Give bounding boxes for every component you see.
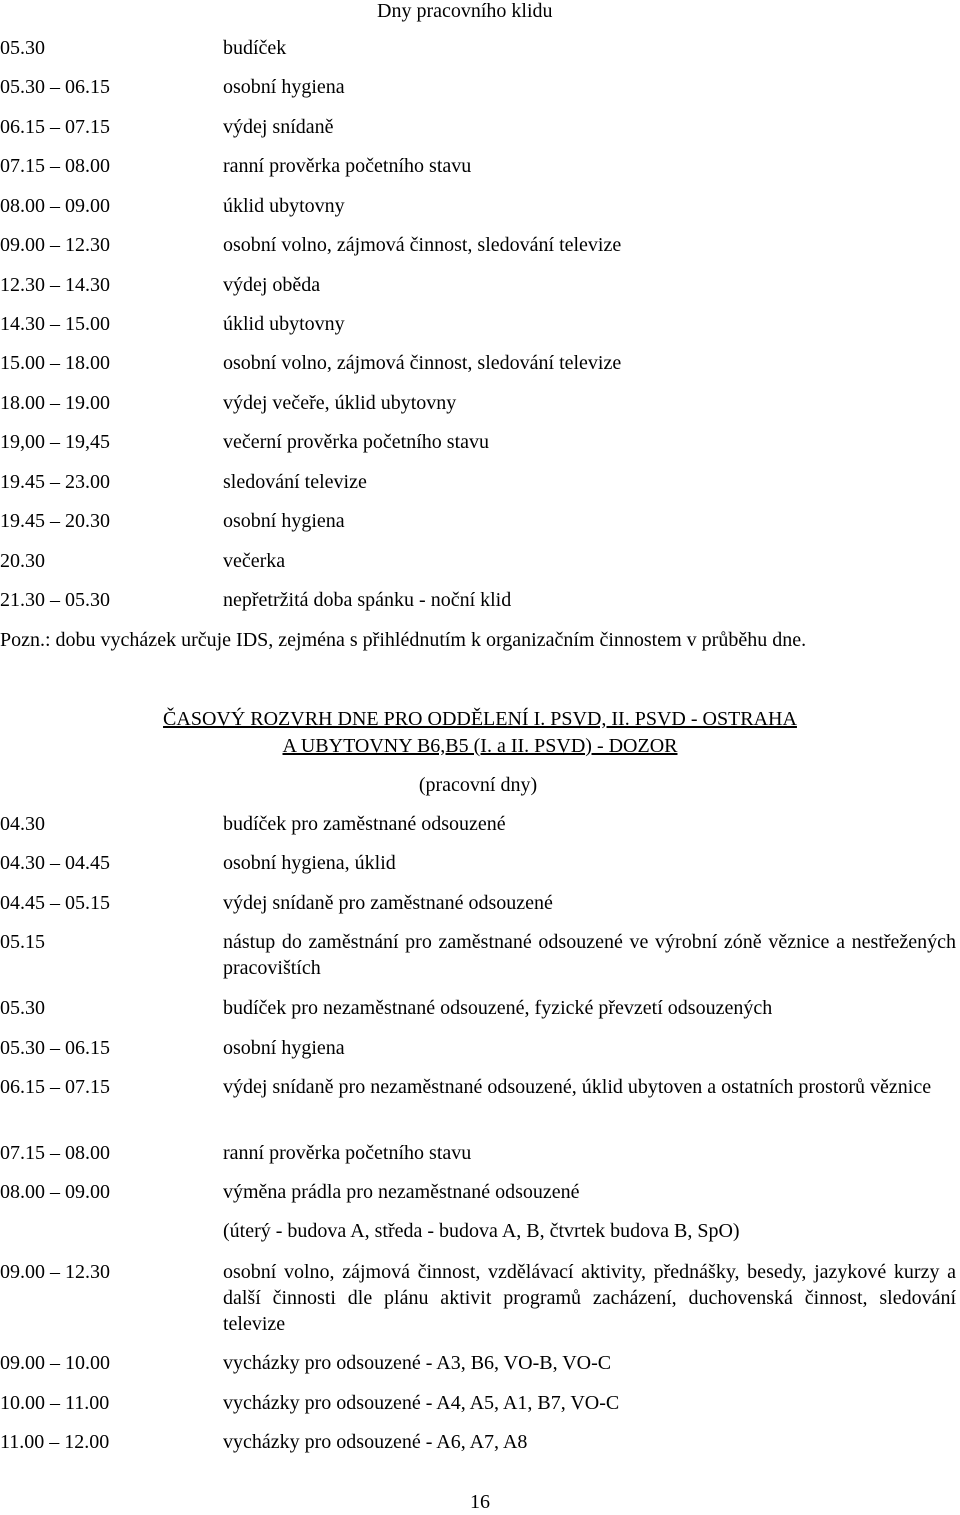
activity-text: večerní prověrka početního stavu bbox=[223, 431, 490, 453]
time-slot: 07.15 – 08.00 bbox=[0, 155, 110, 177]
page-header: Dny pracovního klidu bbox=[377, 0, 553, 22]
activity-text: úklid ubytovny bbox=[223, 195, 345, 217]
time-slot: 20.30 bbox=[0, 550, 45, 572]
schedule-row bbox=[0, 35, 958, 75]
time-slot: 05.30 bbox=[0, 997, 45, 1019]
schedule-row bbox=[0, 508, 958, 548]
schedule-row bbox=[0, 114, 958, 154]
section-title-line1: ČASOVÝ ROZVRH DNE PRO ODDĚLENÍ I. PSVD, II. PSVD - OSTRAHA bbox=[163, 708, 797, 730]
schedule-row bbox=[0, 272, 958, 312]
activity-text: osobní volno, zájmová činnost, sledování televize bbox=[223, 352, 622, 374]
time-slot: 21.30 – 05.30 bbox=[0, 589, 110, 611]
schedule-row bbox=[0, 429, 958, 469]
schedule-row bbox=[0, 1390, 958, 1430]
time-slot: 04.30 – 04.45 bbox=[0, 852, 110, 874]
activity-text: výdej snídaně pro zaměstnané odsouzené bbox=[223, 892, 553, 914]
schedule-row bbox=[0, 74, 958, 114]
activity-text: osobní hygiena bbox=[223, 1037, 345, 1059]
schedule-row bbox=[0, 1074, 958, 1130]
time-slot: 05.30 bbox=[0, 37, 45, 59]
activity-text: osobní hygiena bbox=[223, 76, 345, 98]
activity-text: nástup do zaměstnání pro zaměstnané odsouzené ve výrobní zóně věznice a nestřežených pracovištích bbox=[223, 931, 956, 979]
time-slot: 08.00 – 09.00 bbox=[0, 195, 110, 217]
activity-text: (úterý - budova A, středa - budova A, B, čtvrtek budova B, SpO) bbox=[223, 1220, 740, 1242]
activity-text: vycházky pro odsouzené - A3, B6, VO-B, VO-C bbox=[223, 1352, 612, 1374]
section-subtitle: (pracovní dny) bbox=[418, 774, 538, 796]
activity-text: osobní volno, zájmová činnost, vzdělávací aktivity, přednášky, besedy, jazykové kurzy a další činnosti dle plánu aktivit programů zacházení, duchovenská činnost, sledování televize bbox=[223, 1261, 956, 1335]
schedule-row bbox=[0, 1350, 958, 1390]
schedule-row bbox=[0, 153, 958, 193]
activity-text: ranní prověrka početního stavu bbox=[223, 1142, 472, 1164]
time-slot: 09.00 – 10.00 bbox=[0, 1352, 110, 1374]
activity-text: večerka bbox=[223, 550, 286, 572]
activity-text: vycházky pro odsouzené - A4, A5, A1, B7, VO-C bbox=[223, 1392, 620, 1414]
schedule-row bbox=[0, 929, 958, 985]
schedule-row bbox=[0, 193, 958, 233]
activity-text: osobní hygiena bbox=[223, 510, 345, 532]
schedule-row bbox=[0, 350, 958, 390]
activity-text: nepřetržitá doba spánku - noční klid bbox=[223, 589, 512, 611]
activity-text: sledování televize bbox=[223, 471, 367, 493]
schedule-row bbox=[0, 1218, 958, 1258]
schedule-row bbox=[0, 1179, 958, 1219]
activity-text: vycházky pro odsouzené - A6, A7, A8 bbox=[223, 1431, 528, 1453]
time-slot: 09.00 – 12.30 bbox=[0, 234, 110, 256]
activity-text: osobní volno, zájmová činnost, sledování televize bbox=[223, 234, 622, 256]
time-slot: 19.45 – 20.30 bbox=[0, 510, 110, 532]
activity-text: budíček bbox=[223, 37, 287, 59]
schedule-row bbox=[0, 587, 958, 627]
time-slot: 19.45 – 23.00 bbox=[0, 471, 110, 493]
time-slot: 19,00 – 19,45 bbox=[0, 431, 110, 453]
activity-text: budíček pro nezaměstnané odsouzené, fyzické převzetí odsouzených bbox=[223, 997, 773, 1019]
time-slot: 04.30 bbox=[0, 813, 45, 835]
activity-text: výdej oběda bbox=[223, 274, 321, 296]
activity-text: ranní prověrka početního stavu bbox=[223, 155, 472, 177]
time-slot: 10.00 – 11.00 bbox=[0, 1392, 110, 1414]
activity-text: výdej snídaně pro nezaměstnané odsouzené, úklid ubytoven a ostatních prostorů věznice bbox=[223, 1076, 932, 1098]
time-slot: 04.45 – 05.15 bbox=[0, 892, 110, 914]
schedule-row bbox=[0, 850, 958, 890]
time-slot: 18.00 – 19.00 bbox=[0, 392, 110, 414]
time-slot: 08.00 – 09.00 bbox=[0, 1181, 110, 1203]
section-title-line2: A UBYTOVNY B6,B5 (I. a II. PSVD) - DOZOR bbox=[282, 735, 678, 757]
note-text: Pozn.: dobu vycházek určuje IDS, zejména s přihlédnutím k organizačním činnostem v průběhu dne. bbox=[0, 629, 807, 651]
schedule-row bbox=[0, 1035, 958, 1075]
time-slot: 06.15 – 07.15 bbox=[0, 116, 110, 138]
schedule-row bbox=[0, 1140, 958, 1180]
schedule-row bbox=[0, 548, 958, 588]
page-number: 16 bbox=[470, 1491, 490, 1513]
time-slot: 15.00 – 18.00 bbox=[0, 352, 110, 374]
schedule-row bbox=[0, 890, 958, 930]
activity-text: úklid ubytovny bbox=[223, 313, 345, 335]
activity-text: budíček pro zaměstnané odsouzené bbox=[223, 813, 506, 835]
schedule-row bbox=[0, 811, 958, 851]
time-slot: 09.00 – 12.30 bbox=[0, 1261, 110, 1283]
activity-text: osobní hygiena, úklid bbox=[223, 852, 396, 874]
activity-text: výdej snídaně bbox=[223, 116, 334, 138]
activity-text: výdej večeře, úklid ubytovny bbox=[223, 392, 457, 414]
schedule-row bbox=[0, 1429, 958, 1469]
time-slot: 06.15 – 07.15 bbox=[0, 1076, 110, 1098]
schedule-row bbox=[0, 311, 958, 351]
schedule-row bbox=[0, 232, 958, 272]
schedule-row bbox=[0, 390, 958, 430]
time-slot: 05.15 bbox=[0, 931, 45, 953]
schedule-row bbox=[0, 995, 958, 1035]
time-slot: 12.30 – 14.30 bbox=[0, 274, 110, 296]
time-slot: 07.15 – 08.00 bbox=[0, 1142, 110, 1164]
time-slot: 05.30 – 06.15 bbox=[0, 76, 110, 98]
schedule-row bbox=[0, 1259, 958, 1341]
time-slot: 11.00 – 12.00 bbox=[0, 1431, 110, 1453]
time-slot: 14.30 – 15.00 bbox=[0, 313, 110, 335]
activity-text: výměna prádla pro nezaměstnané odsouzené bbox=[223, 1181, 580, 1203]
schedule-row bbox=[0, 469, 958, 509]
time-slot: 05.30 – 06.15 bbox=[0, 1037, 110, 1059]
